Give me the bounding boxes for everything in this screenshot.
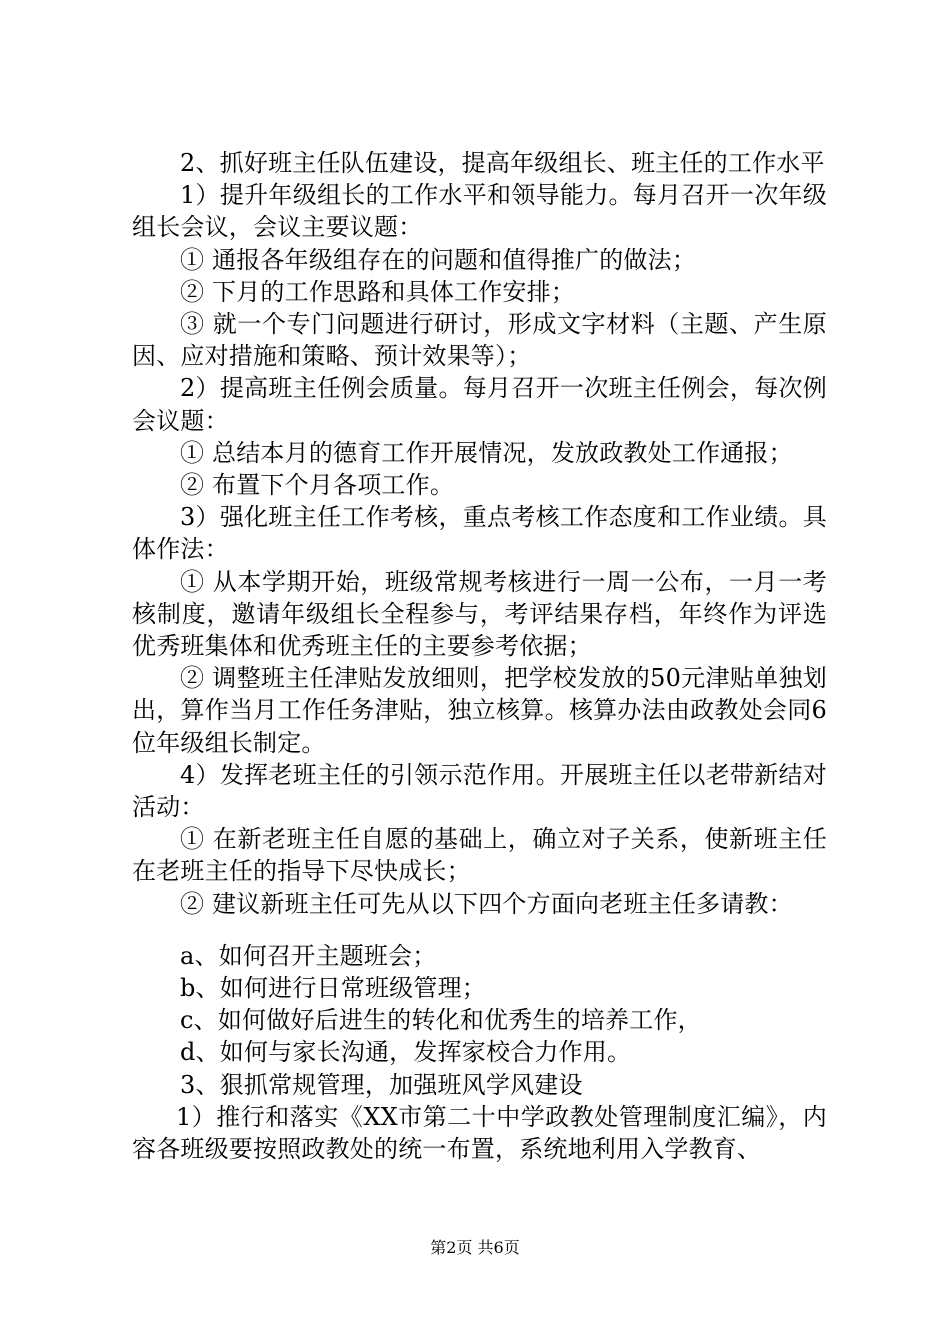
list-item: ③ 就一个专门问题进行研讨，形成文字材料（主题、产生原因、应对措施和策略、预计效果等）； — [132, 310, 827, 371]
list-item: ① 总结本月的德育工作开展情况，发放政教处工作通报； — [180, 438, 793, 467]
page-footer: 第2页 共6页 — [430, 1238, 520, 1257]
paragraph: 2）提高班主任例会质量。每月召开一次班主任例会，每次例会议题： — [132, 374, 827, 435]
document-body — [132, 147, 827, 1165]
paragraph: 1）提升年级组长的工作水平和领导能力。每月召开一次年级组长会议，会议主要议题： — [132, 181, 827, 242]
list-item: ① 在新老班主任自愿的基础上，确立对子关系，使新班主任在老班主任的指导下尽快成长； — [132, 825, 827, 886]
list-item: ② 建议新班主任可先从以下四个方面向老班主任多请教： — [180, 889, 793, 918]
paragraph: 1）推行和落实《XX市第二十中学政教处管理制度汇编》，内容各班级要按照政教处的统一布置，系统地利用入学教育、 — [132, 1102, 827, 1164]
paragraph: 3）强化班主任工作考核，重点考核工作态度和工作业绩。具体作法： — [132, 503, 827, 564]
list-item: ① 通报各年级组存在的问题和值得推广的做法； — [180, 245, 697, 274]
sub-list-item: c、如何做好后进生的转化和优秀生的培养工作， — [180, 1006, 702, 1035]
list-item: ② 下月的工作思路和具体工作安排； — [180, 277, 576, 306]
section-heading-2: 2、抓好班主任队伍建设，提高年级组长、班主任的工作水平 — [180, 149, 825, 177]
section-heading-3: 3、狠抓常规管理，加强班风学风建设 — [180, 1070, 583, 1099]
sub-list-item: a、如何召开主题班会； — [180, 941, 437, 970]
list-item: ② 调整班主任津贴发放细则，把学校发放的50元津贴单独划出，算作当月工作任务津贴，独立核算。核算办法由政教处会同6位年级组长制定。 — [132, 664, 827, 757]
list-item: ① 从本学期开始，班级常规考核进行一周一公布，一月一考核制度，邀请年级组长全程参与，考评结果存档，年终作为评选优秀班集体和优秀班主任的主要参考依据； — [132, 567, 827, 661]
list-item: ② 布置下个月各项工作。 — [180, 471, 455, 500]
sub-list-item: b、如何进行日常班级管理； — [180, 974, 486, 1003]
sub-list-item: d、如何与家长沟通，发挥家校合力作用。 — [180, 1038, 632, 1067]
paragraph: 4）发挥老班主任的引领示范作用。开展班主任以老带新结对活动： — [132, 760, 827, 822]
